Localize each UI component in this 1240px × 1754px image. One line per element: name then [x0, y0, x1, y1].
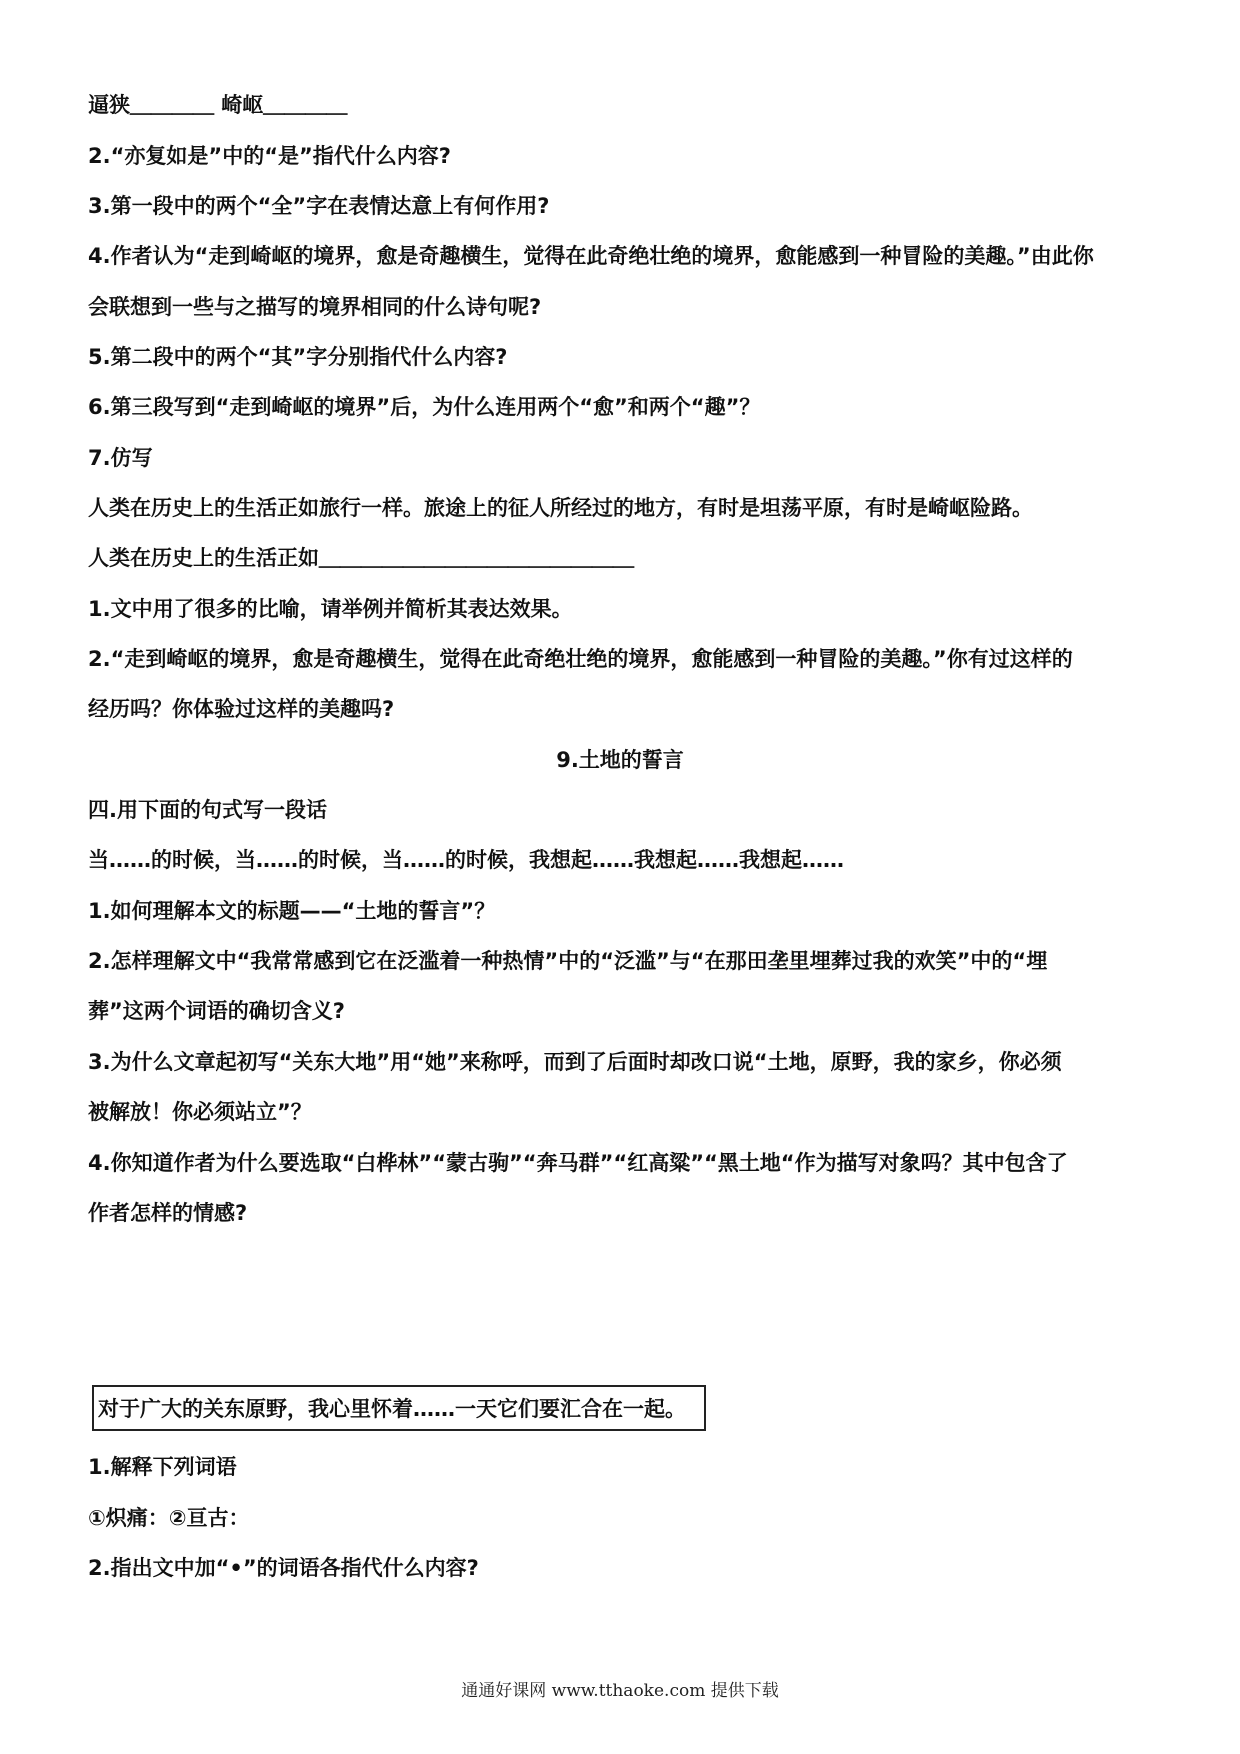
text-line: 4.你知道作者为什么要选取“白桦林”“蒙古驹”“奔马群”“红高粱”“黑土地“作为描写对象吗？其中包含了: [88, 1151, 1068, 1175]
text-line: 2.“走到崎岖的境界，愈是奇趣横生，觉得在此奇绝壮绝的境界，愈能感到一种冒险的美趣。”你有过这样的: [88, 647, 1073, 671]
text-line: 5.第二段中的两个“其”字分别指代什么内容?: [88, 345, 508, 369]
text-line: 葬”这两个词语的确切含义?: [88, 999, 345, 1023]
text-line: 被解放！你必须站立”？: [88, 1100, 312, 1124]
text-line: 会联想到一些与之描写的境界相同的什么诗句呢?: [88, 295, 542, 319]
text-line: 逼狭＿＿＿＿ 崎岖＿＿＿＿: [88, 93, 348, 117]
section-title: 9.土地的誓言: [556, 748, 684, 772]
text-line: 当……的时候，当……的时候，当……的时候，我想起……我想起……我想起……: [88, 848, 844, 872]
text-line: 3.第一段中的两个“全”字在表情达意上有何作用?: [88, 194, 550, 218]
text-line: 1.解释下列词语: [88, 1455, 237, 1479]
page-footer: 通通好课网 www.tthaoke.com 提供下载: [461, 1681, 779, 1701]
text-line: 4.作者认为“走到崎岖的境界，愈是奇趣横生，觉得在此奇绝壮绝的境界，愈能感到一种冒险的美趣。”由此你: [88, 244, 1094, 268]
text-line: 2.“亦复如是”中的“是”指代什么内容?: [88, 144, 451, 168]
boxed-excerpt: [92, 1385, 706, 1431]
text-line: 2.怎样理解文中“我常常感到它在泛滥着一种热情”中的“泛滥”与“在那田垄里埋葬过我的欢笑”中的“埋: [88, 949, 1048, 973]
text-line: 2.指出文中加“•”的词语各指代什么内容?: [88, 1556, 479, 1580]
text-line: 6.第三段写到“走到崎岖的境界”后，为什么连用两个“愈”和两个“趣”？: [88, 395, 761, 419]
text-line: 1.如何理解本文的标题——“土地的誓言”？: [88, 899, 496, 923]
text-line: 四.用下面的句式写一段话: [88, 798, 327, 822]
text-line: 人类在历史上的生活正如旅行一样。旅途上的征人所经过的地方，有时是坦荡平原，有时是崎岖险路。: [88, 496, 1033, 520]
text-line: 7.仿写: [88, 446, 153, 470]
text-line: 作者怎样的情感?: [88, 1201, 248, 1225]
text-line: 1.文中用了很多的比喻，请举例并简析其表达效果。: [88, 597, 573, 621]
text-line: 人类在历史上的生活正如＿＿＿＿＿＿＿＿＿＿＿＿＿＿＿: [88, 546, 634, 570]
text-line: 经历吗？你体验过这样的美趣吗?: [88, 697, 395, 721]
text-line: 3.为什么文章起初写“关东大地”用“她”来称呼，而到了后面时却改口说“土地，原野，我的家乡，你必须: [88, 1050, 1062, 1074]
boxed-text: 对于广大的关东原野，我心里怀着……一天它们要汇合在一起。: [98, 1397, 686, 1421]
text-line: ①炽痛：②亘古：: [88, 1506, 250, 1530]
